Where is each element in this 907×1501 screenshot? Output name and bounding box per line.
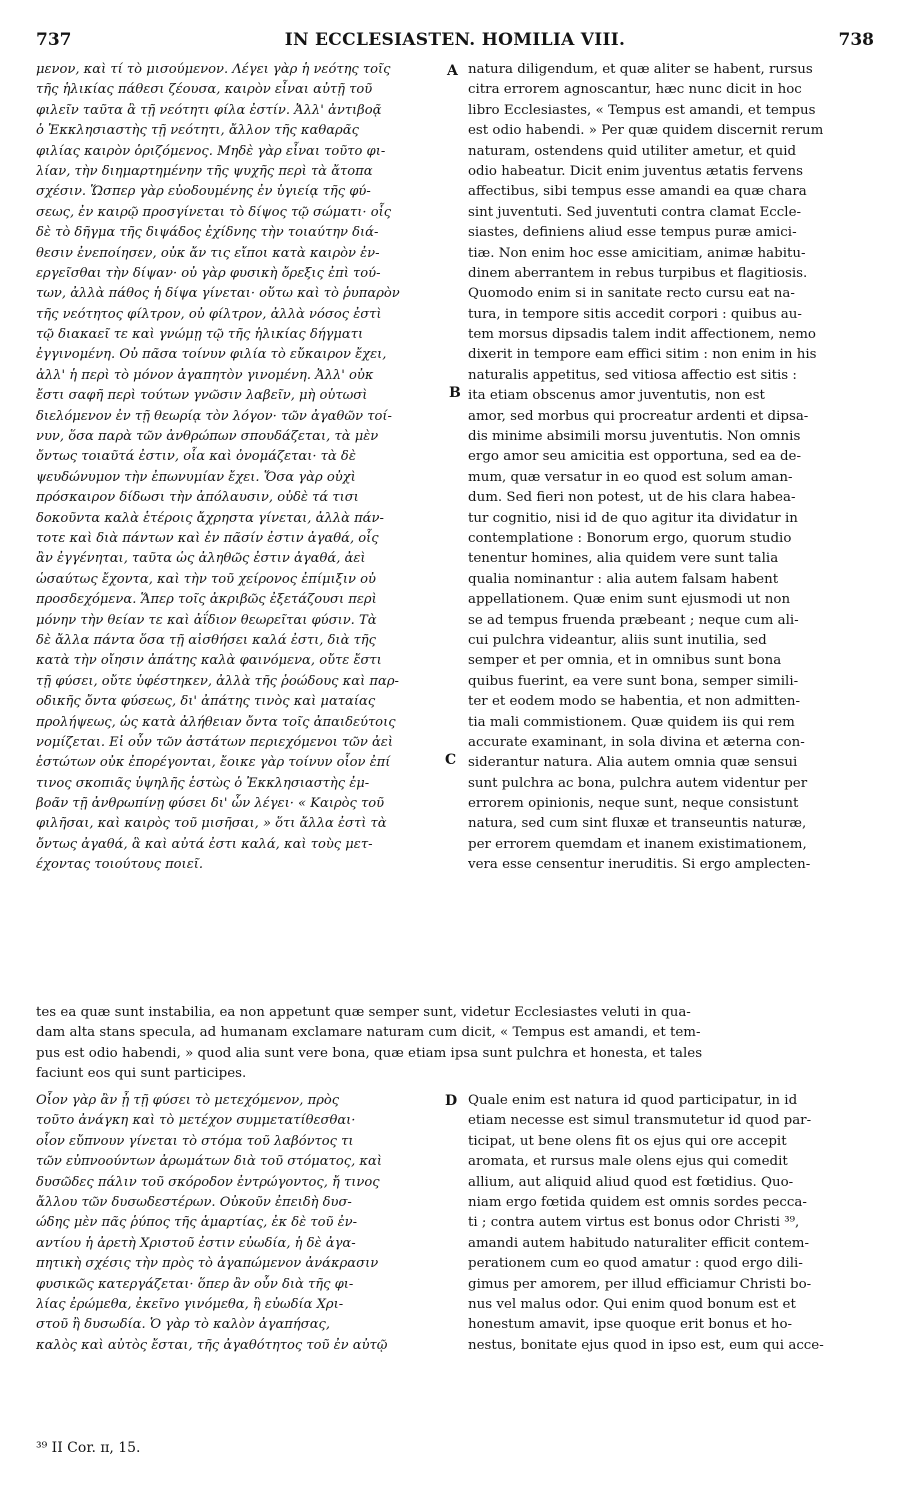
greek-text-line: ἄλλου τῶν δυσωδεστέρων. Οὐκοῦν ἐπειδὴ δυσ- (36, 1194, 352, 1210)
latin-text-line: cui pulchra videantur, aliis sunt inutilia, sed (468, 632, 767, 648)
greek-column-upper (36, 60, 444, 876)
page-header (36, 30, 874, 56)
greek-text-line: τινος σκοπιᾶς ὑψηλῆς ἑστὼς ὁ Ἐκκλησιαστὴς ἐμ- (36, 775, 370, 791)
greek-text-line: καλὸς καὶ αὐτὸς ἔσται, τῆς ἀγαθότητος τοῦ ἐν αὐτῷ (36, 1337, 388, 1353)
latin-text-line: quibus fuerint, ea vere sunt bona, semper simili- (468, 673, 799, 689)
greek-text-line: τῶν εὐπνοούντων ἀρωμάτων διὰ τοῦ στόματος, καὶ (36, 1154, 382, 1170)
greek-text-line: οἷον εὔπνουν γίνεται τὸ στόμα τοῦ λαβόντος τι (36, 1133, 354, 1149)
page-number-left: 737 (36, 30, 72, 50)
greek-text-line: ὁ Ἐκκλησιαστὴς τῇ νεότητι, ἄλλον τῆς καθαρᾶς (36, 123, 359, 139)
latin-text-line: dinem aberrantem in rebus turpibus et flagitiosis. (468, 265, 808, 281)
latin-text-line: amandi autem habitudo naturaliter efficit contem- (468, 1235, 810, 1251)
latin-text-line: natura, sed cum sint fluxæ et transeuntis naturæ, (468, 816, 807, 832)
footnote: ³⁹ II Cor. ɪɪ, 15. (36, 1440, 141, 1456)
greek-text-line: οδικῆς ὄντα φύσεως, δι' ἀπάτης τινὸς καὶ ματαίας (36, 694, 376, 710)
latin-text-line: niam ergo fœtida quidem est omnis sordes pecca- (468, 1194, 807, 1210)
latin-text-line: ter et eodem modo se habentia, et non admitten- (468, 694, 801, 710)
latin-text-line: affectibus, sibi tempus esse amandi ea quæ chara (468, 184, 807, 200)
greek-text-line: δυσῶδες πάλιν τοῦ σκόροδον ἐντρώγοντος, ἤ τινος (36, 1174, 380, 1190)
latin-text-line: natura diligendum, et quæ aliter se habent, rursus (468, 62, 813, 77)
latin-text-line: per errorem quemdam et inanem existimationem, (468, 836, 807, 852)
latin-text-line: sunt pulchra ac bona, pulchra autem videntur per (468, 775, 808, 791)
greek-text-line: κατὰ τὴν οἴησιν ἀπάτης καλὰ φαινόμενα, οὔτε ἔστι (36, 653, 382, 669)
latin-text-line: amor, sed morbus qui procreatur ardenti et dipsa- (468, 408, 809, 424)
greek-text-line: αντίου ἡ ἀρετὴ Χριστοῦ ἐστιν εὐωδία, ἡ δὲ ἀγα- (36, 1235, 356, 1251)
greek-text-line: ἑστώτων οὐκ ἐπορέγονται, ἔοικε γὰρ τοίνυν οἷον ἐπί (36, 755, 391, 771)
greek-text-line: δὲ ἄλλα πάντα ὅσα τῇ αἰσθήσει καλά ἐστι, διὰ τῆς (36, 632, 376, 648)
latin-text-line: ita etiam obscenus amor juventutis, non est (468, 388, 765, 404)
greek-text-line: τῇ φύσει, οὔτε ὑφέστηκεν, ἀλλὰ τῆς ῥοώδους καὶ παρ- (36, 673, 399, 689)
latin-text-line: ticipat, ut bene olens fit os ejus qui ore accepit (468, 1133, 787, 1149)
margin-letter-b: B (449, 385, 461, 401)
latin-text-line: dum. Sed fieri non potest, ut de his clara habea- (468, 490, 796, 506)
latin-text-line: gimus per amorem, per illud efficiamur Christi bo- (468, 1276, 812, 1292)
greek-text-line: λίαν, τὴν διημαρτημένην τῆς ψυχῆς περὶ τὰ ἄτοπα (36, 163, 373, 179)
greek-text-line: εργεῖσθαι τὴν δίψαν· οὐ γὰρ φυσικὴ ὄρεξις ἐπὶ τού- (36, 265, 381, 281)
greek-text-line: θεσιν ἐνεποίησεν, οὐκ ἄν τις εἴποι κατὰ καιρὸν ἐν- (36, 245, 380, 261)
greek-text-line: τοτε καὶ διὰ πάντων καὶ ἐν πᾶσίν ἐστιν ἀγαθά, οἷς (36, 530, 379, 546)
latin-text-line: tia mali commistionem. Quæ quidem iis qui rem (468, 714, 795, 730)
latin-text-line: sint juventuti. Sed juventuti contra clamat Eccle- (468, 204, 802, 220)
greek-text-line: φιλῆσαι, καὶ καιρὸς τοῦ μισῆσαι, » ὅτι ἄλλα ἐστὶ τὰ (36, 816, 387, 832)
greek-text-line: δὲ τὸ δῆγμα τῆς διψάδος ἐχίδνης τὴν τοιαύτην διά- (36, 225, 379, 241)
latin-text-line: etiam necesse est simul transmutetur id quod par- (468, 1113, 812, 1129)
greek-text-line: ἔστι σαφῆ περὶ τούτων γνῶσιν λαβεῖν, μὴ οὑτωσὶ (36, 388, 368, 404)
greek-text-line: διελόμενον ἐν τῇ θεωρίᾳ τὸν λόγον· τῶν ἀγαθῶν τοί- (36, 408, 392, 424)
greek-column-lower (36, 1091, 444, 1356)
greek-text-line: δοκοῦντα καλὰ ἑτέροις ἄχρηστα γίνεται, ἀλλὰ πάν- (36, 510, 384, 526)
latin-text-line: pus est odio habendi, » quod alia sunt vere bona, quæ etiam ipsa sunt pulchra et honesta, et tales (36, 1045, 703, 1061)
latin-text-line: tes ea quæ sunt instabilia, ea non appetunt quæ semper sunt, videtur Ecclesiastes veluti in qua- (36, 1005, 691, 1020)
greek-text-line: σχέσιν. Ὥσπερ γὰρ εὐοδουμένης ἐν ὑγιείᾳ τῆς φύ- (36, 184, 371, 200)
latin-text-line: Quale enim est natura id quod participatur, in id (468, 1093, 798, 1108)
latin-text-line: dixerit in tempore eam effici sitim : non enim in his (468, 347, 817, 363)
latin-text-line: siastes, definiens aliud esse tempus puræ amici- (468, 225, 797, 241)
page-number-right: 738 (838, 30, 874, 50)
margin-letter-a: A (447, 63, 458, 79)
greek-text-line: πητικὴ σχέσις τὴν πρὸς τὸ ἀγαπώμενον ἀνάκρασιν (36, 1256, 379, 1272)
latin-text-line: qualia nominantur : alia autem falsam habent (468, 571, 779, 587)
greek-text-line: πρόσκαιρον δίδωσι τὴν ἀπόλαυσιν, οὐδὲ τά τισι (36, 490, 359, 506)
latin-text-line: ti ; contra autem virtus est bonus odor Christi ³⁹, (468, 1215, 800, 1231)
latin-text-line: citra errorem agnoscantur, hæc nunc dicit in hoc (468, 82, 802, 98)
latin-text-line: mum, quæ versatur in eo quod est solum aman- (468, 469, 793, 485)
latin-text-line: vera esse censentur ineruditis. Si ergo amplecten- (468, 857, 811, 873)
greek-text-line: μόνην τὴν θείαν τε καὶ ἀΐδιον θεωρεῖται φύσιν. Τὰ (36, 612, 377, 628)
latin-text-line: odio habeatur. Dicit enim juventus ætatis fervens (468, 163, 804, 179)
latin-text-line: est odio habendi. » Per quæ quidem discernit rerum (468, 123, 824, 139)
latin-text-line: aromata, et rursus male olens ejus qui comedit (468, 1154, 788, 1170)
greek-text-line: έχοντας τοιούτους ποιεῖ. (36, 857, 204, 873)
greek-text-line: ψευδώνυμον τὴν ἐπωνυμίαν ἔχει. Ὅσα γὰρ οὐχὶ (36, 469, 356, 485)
latin-text-line: accurate examinant, in sola divina et æterna con- (468, 734, 805, 750)
latin-text-line: se ad tempus fruenda præbeant ; neque cum ali- (468, 612, 799, 628)
latin-text-line: Quomodo enim si in sanitate recto cursu eat na- (468, 286, 795, 302)
greek-text-line: ἀλλ' ἡ περὶ τὸ μόνον ἀγαπητὸν γινομένη. Ἀλλ' οὐκ (36, 367, 374, 383)
greek-text-line: φιλίας καιρὸν ὁριζόμενος. Μηδὲ γὰρ εἶναι τοῦτο φι- (36, 143, 386, 159)
latin-text-line: semper et per omnia, et in omnibus sunt bona (468, 653, 782, 669)
full-width-text (36, 1003, 874, 1085)
latin-text-line: tura, in tempore sitis accedit corpori : quibus au- (468, 306, 802, 322)
greek-text-line: νυν, ὅσα παρὰ τῶν ἀνθρώπων σπουδάζεται, τὰ μὲν (36, 429, 379, 445)
latin-text-line: allium, aut aliquid aliud quod est fœtidius. Quo- (468, 1174, 794, 1190)
greek-text-line: βοᾶν τῇ ἀνθρωπίνῃ φύσει δι' ὧν λέγει· « Καιρὸς τοῦ (36, 796, 385, 812)
latin-text-line: dam alta stans specula, ad humanam exclamare naturam cum dicit, « Tempus est amandi, et tem- (36, 1025, 701, 1041)
latin-text-line: honestum amavit, ipse quoque erit bonus et ho- (468, 1317, 793, 1333)
running-title: IN ECCLESIASTEN. HOMILIA VIII. (284, 30, 626, 50)
latin-text-line: dis minime absimili morsu juventutis. Non omnis (468, 429, 801, 445)
greek-text-line: φιλεῖν ταῦτα ἃ τῇ νεότητι φίλα ἐστίν. Ἀλλ' ἀντιβοᾷ (36, 102, 382, 118)
greek-text-line: ἐγγινομένη. Οὐ πᾶσα τοίνυν φιλία τὸ εὔκαιρον ἔχει, (36, 347, 387, 363)
greek-text-line: τῆς νεότητος φίλτρον, οὐ φίλτρον, ἀλλὰ νόσος ἐστὶ (36, 306, 382, 322)
latin-column-upper (468, 60, 876, 876)
greek-text-line: φυσικῶς κατεργάζεται· ὅπερ ἂν οὖν διὰ τῆς φι- (36, 1276, 354, 1292)
margin-letter-d: D (445, 1093, 458, 1109)
greek-text-line: ὄντως ἀγαθά, ἃ καὶ αὐτά ἐστι καλά, καὶ τοὺς μετ- (36, 836, 373, 852)
latin-text-line: faciunt eos qui sunt participes. (36, 1066, 247, 1082)
latin-text-line: naturam, ostendens quid utiliter ametur, et quid (468, 143, 797, 159)
greek-text-line: Οἷον γὰρ ἂν ᾖ τῇ φύσει τὸ μετεχόμενον, πρὸς (36, 1093, 340, 1108)
greek-text-line: προσδεχόμενα. Ἅπερ τοῖς ἀκριβῶς ἐξετάζουσι περὶ (36, 592, 377, 608)
greek-text-line: ὄντως τοιαῦτά ἐστιν, οἷα καὶ ὀνομάζεται· τὰ δὲ (36, 449, 356, 465)
latin-text-line: ergo amor seu amicitia est opportuna, sed ea de- (468, 449, 801, 465)
greek-text-line: ὡσαύτως ἔχοντα, καὶ τὴν τοῦ χείρονος ἐπίμιξιν οὐ (36, 571, 376, 587)
latin-text-line: nestus, bonitate ejus quod in ipso est, eum qui acce- (468, 1337, 824, 1353)
latin-text-line: errorem opinionis, neque sunt, neque consistunt (468, 796, 799, 812)
greek-text-line: σεως, ἐν καιρῷ προσγίνεται τὸ δίψος τῷ σώματι· οἷς (36, 204, 392, 220)
latin-text-line: tenentur homines, alia quidem vere sunt talia (468, 551, 779, 567)
greek-text-line: προλήψεως, ὡς κατὰ ἀλήθειαν ὄντα τοῖς ἀπαιδεύτοις (36, 714, 396, 730)
latin-text-line: contemplatione : Bonorum ergo, quorum studio (468, 530, 792, 546)
greek-text-line: ἂν ἐγγένηται, ταῦτα ὡς ἀληθῶς ἐστιν ἀγαθά, ἀεὶ (36, 551, 366, 567)
greek-text-line: νομίζεται. Εἰ οὖν τῶν ἀστάτων περιεχόμενοι τῶν ἀεὶ (36, 734, 393, 750)
greek-text-line: τῷ διακαεῖ τε καὶ γνώμῃ τῷ τῆς ἡλικίας δήγματι (36, 327, 364, 343)
latin-text-line: libro Ecclesiastes, « Tempus est amandi, et tempus (468, 102, 816, 118)
greek-text-line: των, ἀλλὰ πάθος ἡ δίψα γίνεται· οὕτω καὶ τὸ ῥυπαρὸν (36, 286, 400, 302)
greek-text-line: τοῦτο ἀνάγκη καὶ τὸ μετέχον συμμετατίθεσθαι· (36, 1113, 356, 1129)
latin-text-line: appellationem. Quæ enim sunt ejusmodi ut non (468, 592, 791, 608)
latin-text-line: naturalis appetitus, sed vitiosa affectio est sitis : (468, 367, 797, 383)
latin-text-line: tem morsus dipsadis talem indit affectionem, nemo (468, 327, 816, 343)
latin-text-line: perationem cum eo quod amatur : quod ergo dili- (468, 1256, 803, 1272)
greek-text-line: λίας ἐρώμεθα, ἐκεῖνο γινόμεθα, ἢ εὐωδία Χρι- (36, 1296, 344, 1312)
latin-text-line: nus vel malus odor. Qui enim quod bonum est et (468, 1296, 796, 1312)
margin-letter-c: C (445, 752, 457, 768)
greek-text-line: μενον, καὶ τί τὸ μισούμενον. Λέγει γὰρ ἡ νεότης τοῖς (36, 62, 391, 77)
latin-text-line: tur cognitio, nisi id de quo agitur ita dividatur in (468, 510, 798, 526)
greek-text-line: τῆς ἡλικίας πάθεσι ζέουσα, καιρὸν εἶναι αὐτῇ τοῦ (36, 82, 373, 98)
latin-text-line: tiæ. Non enim hoc esse amicitiam, animæ habitu- (468, 245, 806, 261)
latin-column-lower (468, 1091, 876, 1356)
greek-text-line: ώδης μὲν πᾶς ῥύπος τῆς ἁμαρτίας, ἐκ δὲ τοῦ ἐν- (36, 1215, 358, 1231)
greek-text-line: στοῦ ἢ δυσωδία. Ὁ γὰρ τὸ καλὸν ἀγαπήσας, (36, 1317, 331, 1333)
latin-text-line: siderantur natura. Alia autem omnia quæ sensui (468, 755, 798, 771)
